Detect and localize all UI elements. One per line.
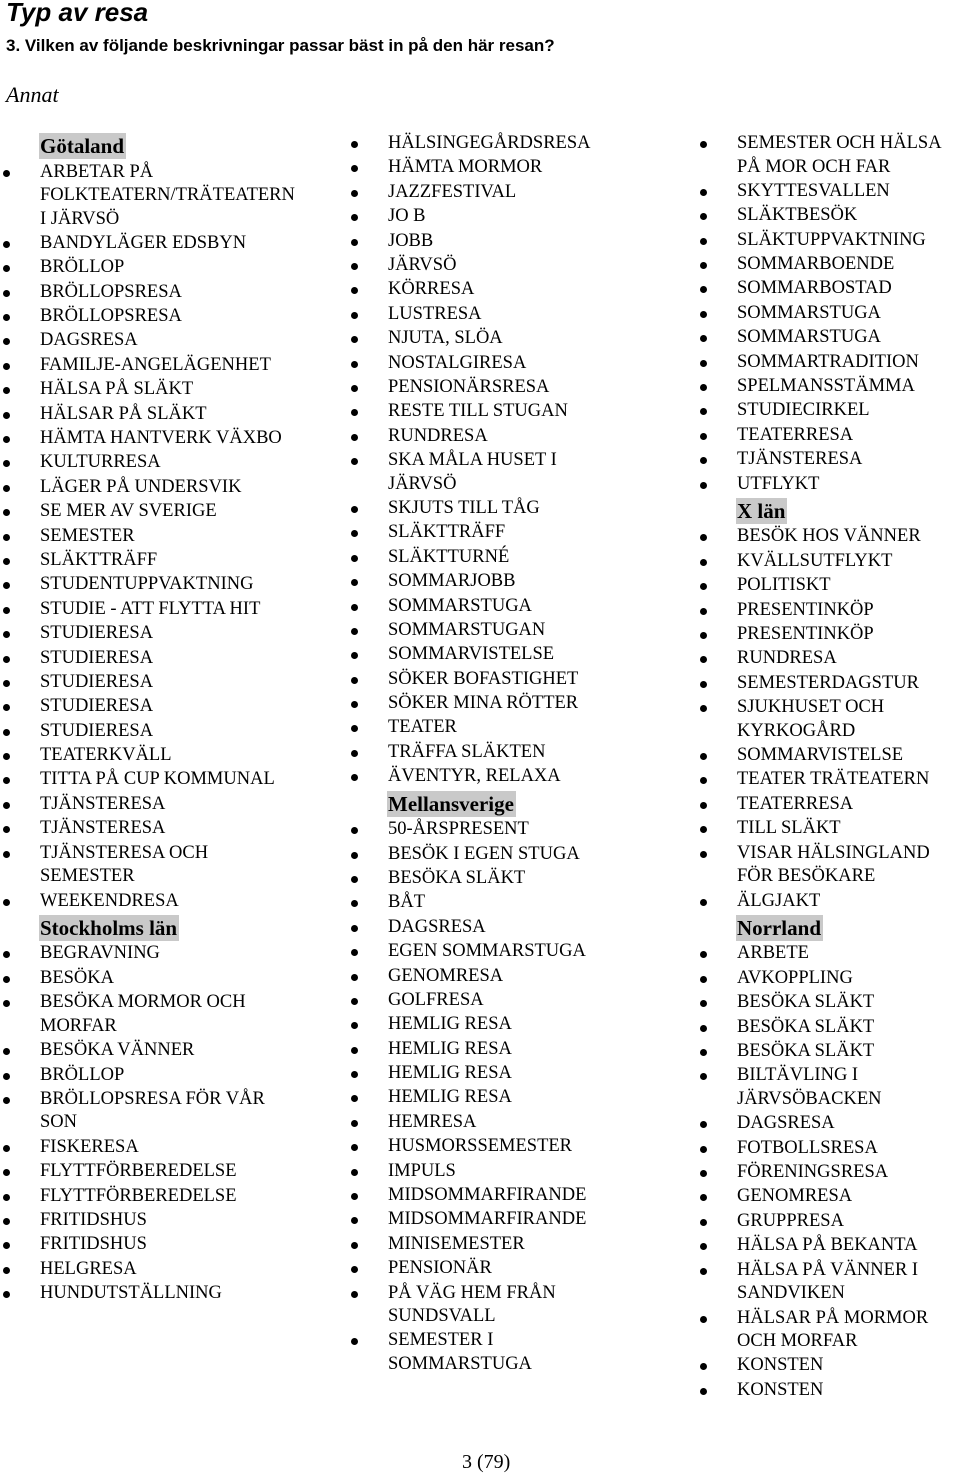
list-item: SOMMARSTUGA xyxy=(737,326,959,350)
list-item: STUDIERESA xyxy=(40,671,292,695)
list-item: TILL SLÄKT xyxy=(737,817,959,841)
list-item: HÄMTA MORMOR xyxy=(388,156,618,180)
list-column-3 xyxy=(737,132,959,1403)
list-item: HELGRESA xyxy=(40,1258,292,1282)
list-item: KONSTEN xyxy=(737,1379,959,1403)
list-item: RESTE TILL STUGAN xyxy=(388,400,618,424)
list-item: FISKERESA xyxy=(40,1136,292,1160)
list-item: BILTÄVLING I JÄRVSÖBACKEN xyxy=(737,1064,959,1111)
list-item: BRÖLLOP xyxy=(40,256,292,280)
list-item: FOTBOLLSRESA xyxy=(737,1137,959,1161)
list-item: POLITISKT xyxy=(737,574,959,598)
list-item: STUDENTUPPVAKTNING xyxy=(40,573,292,597)
list-item: MIDSOMMARFIRANDE xyxy=(388,1184,618,1208)
list-item: HÄMTA HANTVERK VÄXBO xyxy=(40,427,292,451)
list-item: SKA MÅLA HUSET I JÄRVSÖ xyxy=(388,449,618,496)
list-item: AVKOPPLING xyxy=(737,967,959,991)
list-item: JÄRVSÖ xyxy=(388,254,618,278)
list-item: BESÖKA VÄNNER xyxy=(40,1039,292,1063)
list-item: TJÄNSTERESA xyxy=(40,793,292,817)
region-heading: Götaland xyxy=(40,134,125,158)
list-item: HUSMORSSEMESTER xyxy=(388,1135,618,1159)
list-item: DAGSRESA xyxy=(40,329,292,353)
list-item: TJÄNSTERESA xyxy=(737,448,959,472)
list-item: TRÄFFA SLÄKTEN xyxy=(388,741,618,765)
list-item: SE MER AV SVERIGE xyxy=(40,500,292,524)
list-item: TEATER xyxy=(388,716,618,740)
list-item: TEATER TRÄTEATERN xyxy=(737,768,959,792)
list-item: PÅ VÄG HEM FRÅN SUNDSVALL xyxy=(388,1282,618,1329)
list-item: KÖRRESA xyxy=(388,278,618,302)
list-item: HEMLIG RESA xyxy=(388,1086,618,1110)
list-item: BESÖKA SLÄKT xyxy=(388,867,618,891)
list-item: VISAR HÄLSINGLAND FÖR BESÖKARE xyxy=(737,842,959,889)
list-item: BRÖLLOPSRESA FÖR VÅR SON xyxy=(40,1088,292,1135)
list-item: DAGSRESA xyxy=(388,916,618,940)
list-item: BRÖLLOPSRESA xyxy=(40,281,292,305)
list-item: TITTA PÅ CUP KOMMUNAL xyxy=(40,768,292,792)
list-item: KULTURRESA xyxy=(40,451,292,475)
list-item: BESÖK I EGEN STUGA xyxy=(388,843,618,867)
list-item: SLÄKTTRÄFF xyxy=(388,521,618,545)
list-item: HEMRESA xyxy=(388,1111,618,1135)
list-item: BESÖKA xyxy=(40,967,292,991)
list-item: WEEKENDRESA xyxy=(40,890,292,914)
list-item: STUDIERESA xyxy=(40,695,292,719)
list-item: SPELMANSSTÄMMA xyxy=(737,375,959,399)
list-item: BRÖLLOP xyxy=(40,1064,292,1088)
list-item: STUDIERESA xyxy=(40,622,292,646)
list-item: BEGRAVNING xyxy=(40,942,292,966)
question-text: 3. Vilken av följande beskrivningar passar bäst in på den här resan? xyxy=(6,36,555,55)
region-heading: Mellansverige xyxy=(388,791,514,816)
list-item: ARBETAR PÅ FOLKTEATERN/TRÄTEATERN I JÄRVSÖ xyxy=(40,161,292,232)
page-number: 3 (79) xyxy=(462,1451,511,1473)
category-label: Annat xyxy=(6,82,59,107)
list-item: MIDSOMMARFIRANDE xyxy=(388,1208,618,1232)
list-item: 50-ÅRSPRESENT xyxy=(388,818,618,842)
list-item: FRITIDSHUS xyxy=(40,1209,292,1233)
list-item: JOBB xyxy=(388,230,618,254)
list-item: SLÄKTUPPVAKTNING xyxy=(737,229,959,253)
list-item: FAMILJE-ANGELÄGENHET xyxy=(40,354,292,378)
list-item: TEATERRESA xyxy=(737,424,959,448)
list-item: EGEN SOMMARSTUGA xyxy=(388,940,618,964)
list-item: ARBETE xyxy=(737,942,959,966)
list-item: HÄLSA PÅ BEKANTA xyxy=(737,1234,959,1258)
list-item: NJUTA, SLÖA xyxy=(388,327,618,351)
list-item: BESÖKA SLÄKT xyxy=(737,1016,959,1040)
list-item: SOMMARSTUGAN xyxy=(388,619,618,643)
list-item: JO B xyxy=(388,205,618,229)
list-item: MINISEMESTER xyxy=(388,1233,618,1257)
list-item: UTFLYKT xyxy=(737,473,959,497)
list-item: GRUPPRESA xyxy=(737,1210,959,1234)
list-item: STUDIE - ATT FLYTTA HIT xyxy=(40,598,292,622)
list-column-1 xyxy=(40,132,295,1307)
list-item: SLÄKTBESÖK xyxy=(737,204,959,228)
list-item: HUNDUTSTÄLLNING xyxy=(40,1282,292,1306)
page-title: Typ av resa xyxy=(6,0,149,27)
list-item: GENOMRESA xyxy=(388,965,618,989)
list-item: RUNDRESA xyxy=(737,647,959,671)
list-item: STUDIERESA xyxy=(40,720,292,744)
list-item: BESÖKA MORMOR OCH MORFAR xyxy=(40,991,292,1038)
list-item: FLYTTFÖRBEREDELSE xyxy=(40,1160,292,1184)
list-item: TEATERKVÄLL xyxy=(40,744,292,768)
list-item: HEMLIG RESA xyxy=(388,1062,618,1086)
list-item: STUDIERESA xyxy=(40,647,292,671)
list-item: PENSIONÄR xyxy=(388,1257,618,1281)
list-item: IMPULS xyxy=(388,1160,618,1184)
list-item: GOLFRESA xyxy=(388,989,618,1013)
list-item: SOMMARSTUGA xyxy=(388,595,618,619)
list-item: BANDYLÄGER EDSBYN xyxy=(40,232,292,256)
list-item: SEMESTER I SOMMARSTUGA xyxy=(388,1329,618,1376)
list-item: BESÖK HOS VÄNNER xyxy=(737,525,959,549)
list-item: PRESENTINKÖP xyxy=(737,599,959,623)
list-item: HÄLSA PÅ VÄNNER I SANDVIKEN xyxy=(737,1259,959,1306)
list-item: BESÖKA SLÄKT xyxy=(737,991,959,1015)
list-item: HÄLSAR PÅ SLÄKT xyxy=(40,403,292,427)
list-item: SEMESTERDAGSTUR xyxy=(737,672,959,696)
list-item: KONSTEN xyxy=(737,1354,959,1378)
list-item: SLÄKTTURNÉ xyxy=(388,546,618,570)
list-item: SOMMARBOENDE xyxy=(737,253,959,277)
list-item: LUSTRESA xyxy=(388,303,618,327)
list-item: SLÄKTTRÄFF xyxy=(40,549,292,573)
list-item: SEMESTER xyxy=(40,525,292,549)
list-item: SÖKER MINA RÖTTER xyxy=(388,692,618,716)
list-item: FLYTTFÖRBEREDELSE xyxy=(40,1185,292,1209)
list-item: ÄVENTYR, RELAXA xyxy=(388,765,618,789)
list-item: SOMMARTRADITION xyxy=(737,351,959,375)
list-column-2 xyxy=(388,132,618,1377)
list-item: GENOMRESA xyxy=(737,1185,959,1209)
region-heading: X län xyxy=(737,498,786,523)
list-item: HÄLSAR PÅ MORMOR OCH MORFAR xyxy=(737,1307,959,1354)
list-item: ÄLGJAKT xyxy=(737,890,959,914)
list-item: SKYTTESVALLEN xyxy=(737,180,959,204)
list-item: NOSTALGIRESA xyxy=(388,352,618,376)
list-item: LÄGER PÅ UNDERSVIK xyxy=(40,476,292,500)
list-item: SOMMARJOBB xyxy=(388,570,618,594)
list-item: TJÄNSTERESA xyxy=(40,817,292,841)
list-item: FÖRENINGSRESA xyxy=(737,1161,959,1185)
list-item: HEMLIG RESA xyxy=(388,1013,618,1037)
list-item: SOMMARSTUGA xyxy=(737,302,959,326)
list-item: BESÖKA SLÄKT xyxy=(737,1040,959,1064)
list-item: SOMMARBOSTAD xyxy=(737,277,959,301)
list-item: KVÄLLSUTFLYKT xyxy=(737,550,959,574)
list-item: SÖKER BOFASTIGHET xyxy=(388,668,618,692)
list-item: PENSIONÄRSRESA xyxy=(388,376,618,400)
list-item: DAGSRESA xyxy=(737,1112,959,1136)
list-item: BRÖLLOPSRESA xyxy=(40,305,292,329)
list-item: SEMESTER OCH HÄLSA PÅ MOR OCH FAR xyxy=(737,132,959,179)
list-item: PRESENTINKÖP xyxy=(737,623,959,647)
region-heading: Norrland xyxy=(737,915,821,940)
list-item: SKJUTS TILL TÅG xyxy=(388,497,618,521)
list-item: HEMLIG RESA xyxy=(388,1038,618,1062)
list-item: SJUKHUSET OCH KYRKOGÅRD xyxy=(737,696,959,743)
list-item: SOMMARVISTELSE xyxy=(388,643,618,667)
region-heading: Stockholms län xyxy=(40,915,178,940)
list-item: STUDIECIRKEL xyxy=(737,399,959,423)
list-item: RUNDRESA xyxy=(388,425,618,449)
list-item: SOMMARVISTELSE xyxy=(737,744,959,768)
list-item: TEATERRESA xyxy=(737,793,959,817)
list-item: HÄLSA PÅ SLÄKT xyxy=(40,378,292,402)
list-item: BÅT xyxy=(388,891,618,915)
list-item: TJÄNSTERESA OCH SEMESTER xyxy=(40,842,292,889)
list-item: JAZZFESTIVAL xyxy=(388,181,618,205)
list-item: FRITIDSHUS xyxy=(40,1233,292,1257)
list-item: HÄLSINGEGÅRDSRESA xyxy=(388,132,618,156)
